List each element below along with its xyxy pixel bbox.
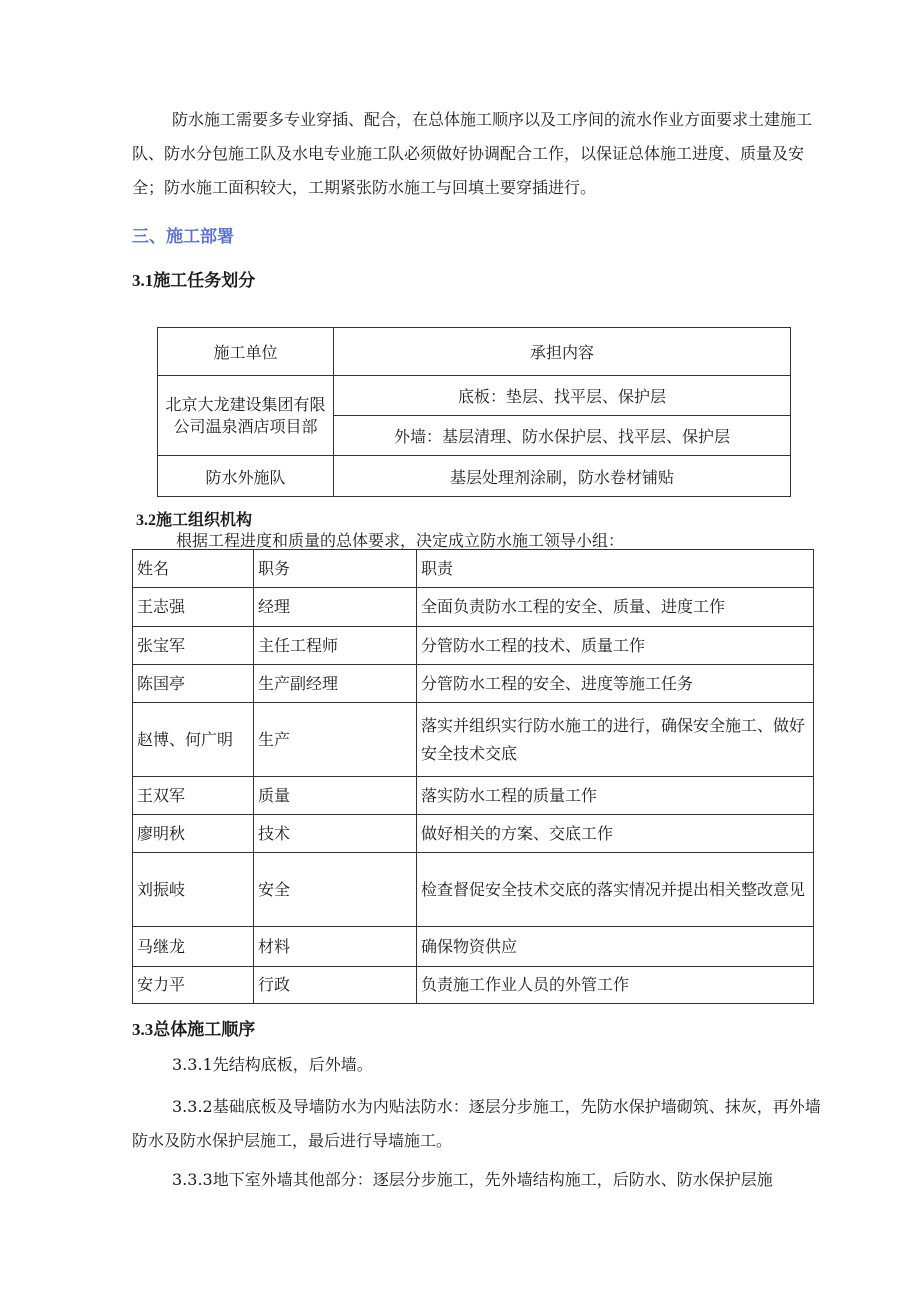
org-row-name: 安力平 bbox=[133, 967, 254, 1004]
sequence-item-2-number: 3.3.2 bbox=[172, 1097, 213, 1116]
org-row-name: 赵博、何广明 bbox=[133, 703, 254, 777]
section-3-heading: 三、施工部署 bbox=[132, 227, 234, 247]
org-row-name: 张宝军 bbox=[133, 627, 254, 665]
org-table-row bbox=[133, 777, 814, 815]
sequence-item-2-text: 基础底板及导墙防水为内贴法防水：逐层分步施工，先防水保护墙砌筑、抹灰，再外墙防水及防水保护层施工，最后进行导墙施工。 bbox=[132, 1097, 821, 1150]
org-row-duty: 做好相关的方案、交底工作 bbox=[417, 815, 814, 853]
org-row-duty: 分管防水工程的技术、质量工作 bbox=[417, 627, 814, 665]
org-table-row bbox=[133, 703, 814, 777]
org-row-name: 王双军 bbox=[133, 777, 254, 815]
task-company-task-floor: 底板：垫层、找平层、保护层 bbox=[334, 376, 791, 416]
section-3-3-heading bbox=[132, 1015, 255, 1040]
section-3-1-title: 施工任务划分 bbox=[153, 271, 256, 291]
org-row-position: 行政 bbox=[254, 967, 417, 1004]
org-row-position: 生产副经理 bbox=[254, 665, 417, 703]
org-row-position: 安全 bbox=[254, 853, 417, 927]
org-row-duty: 负责施工作业人员的外管工作 bbox=[417, 967, 814, 1004]
section-3-2-title: 施工组织机构 bbox=[156, 510, 253, 529]
org-row-position: 经理 bbox=[254, 588, 417, 627]
org-row-position: 技术 bbox=[254, 815, 417, 853]
org-row-name: 王志强 bbox=[133, 588, 254, 627]
sequence-item-2 bbox=[132, 1090, 822, 1158]
section-3-2-intro: 根据工程进度和质量的总体要求，决定成立防水施工领导小组： bbox=[176, 531, 625, 550]
org-row-name: 刘振岐 bbox=[133, 853, 254, 927]
org-row-duty: 分管防水工程的安全、进度等施工任务 bbox=[417, 665, 814, 703]
section-3-3-title: 总体施工顺序 bbox=[153, 1020, 256, 1040]
task-division-table bbox=[157, 327, 791, 497]
section-3-3-number: 3.3 bbox=[132, 1020, 154, 1039]
org-table-row bbox=[133, 815, 814, 853]
org-table-row bbox=[133, 588, 814, 627]
sequence-item-3-number: 3.3.3 bbox=[172, 1170, 213, 1189]
task-header-unit: 施工单位 bbox=[158, 328, 334, 376]
org-table-row bbox=[133, 927, 814, 967]
org-table-header-row bbox=[133, 550, 814, 588]
org-row-duty: 落实并组织实行防水施工的进行，确保安全施工、做好安全技术交底 bbox=[417, 703, 814, 777]
section-3-1-number: 3.1 bbox=[132, 271, 154, 290]
task-company-task-wall: 外墙：基层清理、防水保护层、找平层、保护层 bbox=[334, 416, 791, 456]
section-3-2-number: 3.2 bbox=[136, 512, 156, 529]
org-header-position: 职务 bbox=[254, 550, 417, 588]
task-header-content: 承担内容 bbox=[334, 328, 791, 376]
sequence-item-3 bbox=[132, 1163, 822, 1197]
org-row-position: 材料 bbox=[254, 927, 417, 967]
org-row-duty: 确保物资供应 bbox=[417, 927, 814, 967]
task-subcontractor-task: 基层处理剂涂刷，防水卷材铺贴 bbox=[334, 456, 791, 497]
task-table-row bbox=[158, 456, 791, 497]
org-row-position: 生产 bbox=[254, 703, 417, 777]
org-row-name: 廖明秋 bbox=[133, 815, 254, 853]
org-row-position: 质量 bbox=[254, 777, 417, 815]
task-table-row bbox=[158, 376, 791, 416]
task-company-cell: 北京大龙建设集团有限公司温泉酒店项目部 bbox=[158, 376, 334, 456]
org-row-duty: 全面负责防水工程的安全、质量、进度工作 bbox=[417, 588, 814, 627]
intro-paragraph: 防水施工需要多专业穿插、配合，在总体施工顺序以及工序间的流水作业方面要求土建施工队、防水分包施工队及水电专业施工队必须做好协调配合工作，以保证总体施工进度、质量及安全；防水施工面积较大，工期紧张防水施工与回填土要穿插进行。 bbox=[132, 110, 813, 197]
section-3-2-heading bbox=[136, 507, 252, 530]
org-table-row bbox=[133, 967, 814, 1004]
sequence-item-1 bbox=[132, 1048, 822, 1082]
sequence-item-1-number: 3.3.1 bbox=[172, 1055, 213, 1074]
org-header-name: 姓名 bbox=[133, 550, 254, 588]
task-table-header-row bbox=[158, 328, 791, 376]
org-row-duty: 落实防水工程的质量工作 bbox=[417, 777, 814, 815]
org-row-position: 主任工程师 bbox=[254, 627, 417, 665]
org-table-row bbox=[133, 665, 814, 703]
section-3-1-heading bbox=[132, 266, 255, 291]
sequence-item-3-text: 地下室外墙其他部分：逐层分步施工，先外墙结构施工，后防水、防水保护层施 bbox=[212, 1170, 773, 1189]
org-row-duty: 检查督促安全技术交底的落实情况并提出相关整改意见 bbox=[417, 853, 814, 927]
task-subcontractor-cell: 防水外施队 bbox=[158, 456, 334, 497]
org-table-row bbox=[133, 627, 814, 665]
sequence-item-1-text: 先结构底板，后外墙。 bbox=[212, 1055, 373, 1074]
organization-table bbox=[132, 549, 814, 1004]
org-row-name: 马继龙 bbox=[133, 927, 254, 967]
org-row-name: 陈国亭 bbox=[133, 665, 254, 703]
org-header-duty: 职责 bbox=[417, 550, 814, 588]
org-table-row bbox=[133, 853, 814, 927]
